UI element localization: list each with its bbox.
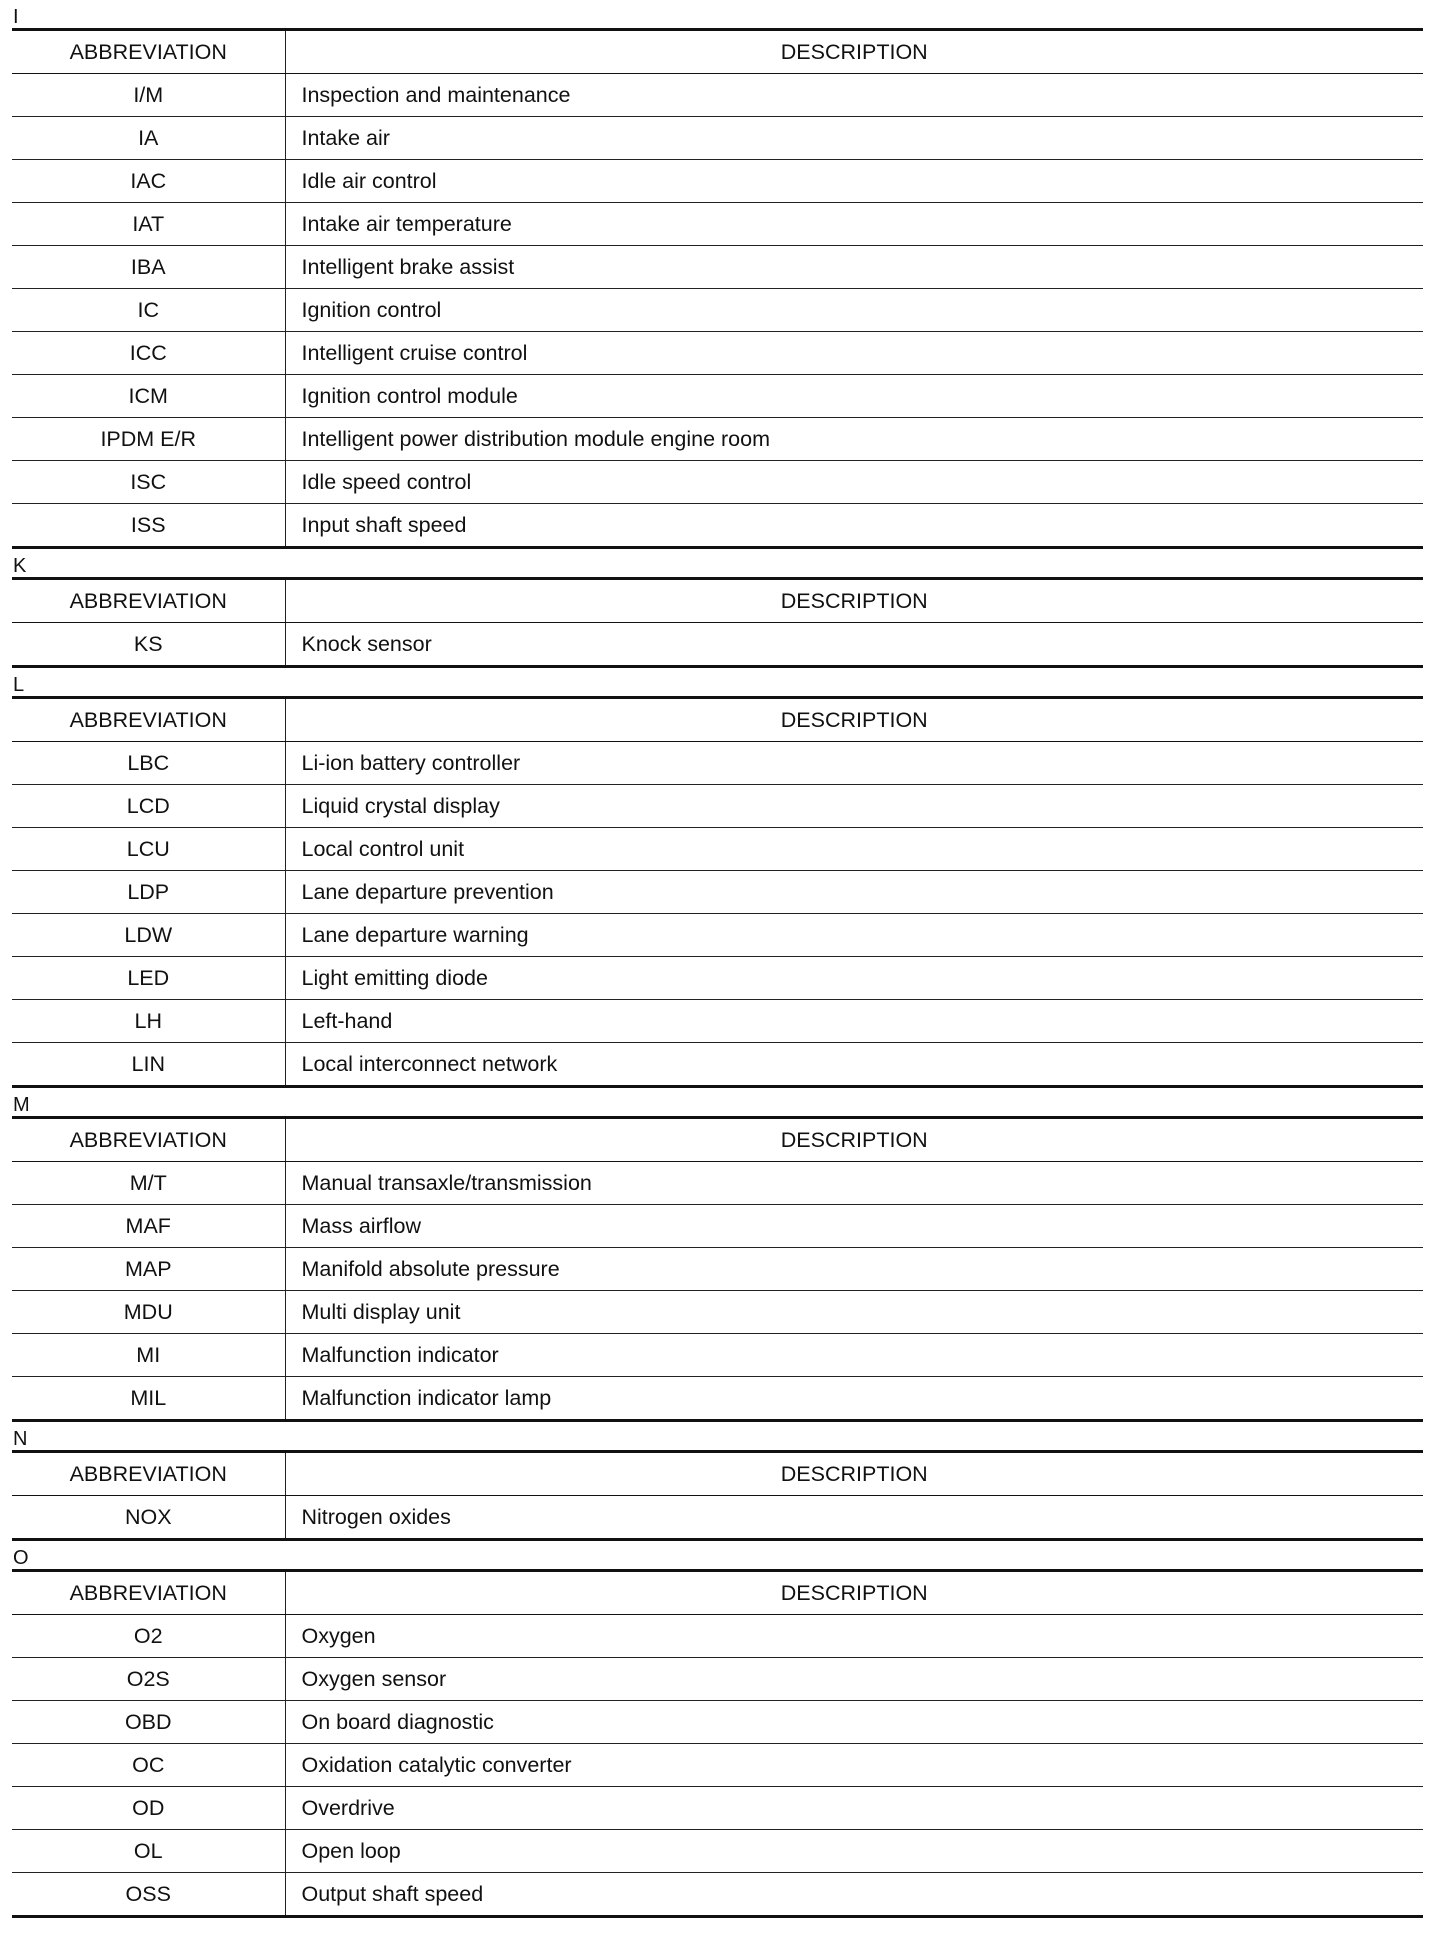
abbreviation-cell: KS [12,623,285,667]
abbreviation-cell: IAC [12,160,285,203]
description-cell: Overdrive [285,1787,1423,1830]
description-cell: Intelligent brake assist [285,246,1423,289]
table-row [12,957,1423,1000]
table-row [12,1043,1423,1087]
description-cell: Liquid crystal display [285,785,1423,828]
description-cell: Idle speed control [285,461,1423,504]
description-cell: Idle air control [285,160,1423,203]
description-cell: Intake air [285,117,1423,160]
table-row [12,418,1423,461]
description-cell: Oxygen [285,1615,1423,1658]
abbreviation-cell: LDW [12,914,285,957]
abbreviation-cell: OSS [12,1873,285,1917]
abbreviation-column-header: ABBREVIATION [12,1118,285,1162]
description-cell: Malfunction indicator lamp [301,1386,552,1410]
table-row [12,1744,1423,1787]
abbreviation-cell: IPDM E/R [12,418,285,461]
section-letter: L [13,674,25,696]
table-row [12,623,1423,667]
abbreviation-cell: NOX [12,1496,285,1540]
abbreviation-cell: IBA [12,246,285,289]
description-cell: Manual transaxle/transmission [285,1162,1423,1205]
section-letter: M [13,1094,30,1116]
table-row [12,375,1423,418]
table-header-row [12,698,1423,742]
abbreviation-column-header: ABBREVIATION [12,1571,285,1615]
description-cell: Manifold absolute pressure [285,1248,1423,1291]
description-column-header: DESCRIPTION [285,30,1423,74]
table-row [12,117,1423,160]
table-row [12,461,1423,504]
description-cell: Left-hand [285,1000,1423,1043]
description-cell: Open loop [285,1830,1423,1873]
abbreviation-cell: ISC [12,461,285,504]
description-cell: Local control unit [285,828,1423,871]
abbreviation-cell: LH [12,1000,285,1043]
table-row [12,1615,1423,1658]
table-header-row [12,30,1423,74]
description-cell: Ignition control module [285,375,1423,418]
description-cell: On board diagnostic [285,1701,1423,1744]
abbreviation-section-n [12,1422,1423,1541]
table-row [12,1000,1423,1043]
description-cell: Knock sensor [301,632,432,656]
description-cell: Li-ion battery controller [285,742,1423,785]
table-row [12,1377,1423,1421]
abbreviation-cell: MAF [12,1205,285,1248]
section-letter: O [13,1547,29,1569]
table-row [12,1334,1423,1377]
table-row [12,504,1423,548]
description-cell: Intake air temperature [285,203,1423,246]
description-cell: Ignition control [285,289,1423,332]
table-row [12,742,1423,785]
abbreviation-cell: I/M [12,74,285,117]
table-row [12,1830,1423,1873]
abbreviation-section-i [12,0,1423,549]
table-row [12,1162,1423,1205]
description-cell: Input shaft speed [301,513,467,537]
description-cell: Oxidation catalytic converter [285,1744,1423,1787]
description-cell: Malfunction indicator [285,1334,1423,1377]
table-row [12,1205,1423,1248]
table-row [12,1291,1423,1334]
description-cell: Local interconnect network [301,1052,558,1076]
table-row [12,246,1423,289]
table-row [12,1701,1423,1744]
section-letter: I [13,6,19,28]
description-cell: Oxygen sensor [285,1658,1423,1701]
table-row [12,1658,1423,1701]
table-row [12,1787,1423,1830]
abbreviation-cell: OD [12,1787,285,1830]
abbreviation-section-k [12,549,1423,668]
table-row [12,160,1423,203]
abbreviation-cell: MAP [12,1248,285,1291]
description-cell: Intelligent cruise control [285,332,1423,375]
description-cell: Multi display unit [285,1291,1423,1334]
description-cell: Intelligent power distribution module engine room [285,418,1423,461]
abbreviation-cell: OC [12,1744,285,1787]
abbreviation-cell: LCU [12,828,285,871]
abbreviation-cell: LED [12,957,285,1000]
table-row [12,1873,1423,1917]
table-row [12,203,1423,246]
description-cell: Mass airflow [285,1205,1423,1248]
description-column-header: DESCRIPTION [285,1571,1423,1615]
abbreviation-cell: ISS [12,504,285,548]
abbreviation-cell: MIL [12,1377,285,1421]
abbreviation-cell: OL [12,1830,285,1873]
table-header-row [12,579,1423,623]
description-cell: Output shaft speed [301,1882,484,1906]
abbreviation-table [12,1450,1423,1541]
abbreviation-table [12,1116,1423,1422]
abbreviation-section-o [12,1541,1423,1918]
abbreviation-cell: LBC [12,742,285,785]
abbreviation-cell: IAT [12,203,285,246]
section-letter: K [13,555,27,577]
abbreviation-column-header: ABBREVIATION [12,698,285,742]
abbreviation-cell: IC [12,289,285,332]
table-header-row [12,1118,1423,1162]
abbreviation-cell: ICM [12,375,285,418]
description-cell: Lane departure prevention [285,871,1423,914]
abbreviation-table [12,1569,1423,1918]
abbreviation-document [12,0,1423,1918]
table-row [12,74,1423,117]
abbreviation-cell: OBD [12,1701,285,1744]
table-row [12,289,1423,332]
abbreviation-cell: MI [12,1334,285,1377]
table-header-row [12,1571,1423,1615]
table-row [12,332,1423,375]
abbreviation-column-header: ABBREVIATION [12,579,285,623]
abbreviation-table [12,696,1423,1088]
abbreviation-cell: IA [12,117,285,160]
abbreviation-cell: M/T [12,1162,285,1205]
abbreviation-cell: O2S [12,1658,285,1701]
table-row [12,1496,1423,1540]
section-letter: N [13,1428,28,1450]
abbreviation-cell: LDP [12,871,285,914]
table-header-row [12,1452,1423,1496]
abbreviation-table [12,577,1423,668]
table-row [12,871,1423,914]
table-row [12,1248,1423,1291]
description-column-header: DESCRIPTION [285,1452,1423,1496]
abbreviation-column-header: ABBREVIATION [12,1452,285,1496]
table-row [12,785,1423,828]
description-cell: Inspection and maintenance [285,74,1423,117]
abbreviation-cell: MDU [12,1291,285,1334]
description-cell: Lane departure warning [285,914,1423,957]
abbreviation-column-header: ABBREVIATION [12,30,285,74]
description-cell: Light emitting diode [285,957,1423,1000]
description-column-header: DESCRIPTION [285,698,1423,742]
abbreviation-cell: O2 [12,1615,285,1658]
description-column-header: DESCRIPTION [285,1118,1423,1162]
abbreviation-cell: LCD [12,785,285,828]
description-column-header: DESCRIPTION [285,579,1423,623]
abbreviation-table [12,28,1423,549]
table-row [12,914,1423,957]
description-cell: Nitrogen oxides [301,1505,451,1529]
abbreviation-section-m [12,1088,1423,1422]
table-row [12,828,1423,871]
abbreviation-section-l [12,668,1423,1088]
abbreviation-cell: LIN [12,1043,285,1087]
abbreviation-cell: ICC [12,332,285,375]
